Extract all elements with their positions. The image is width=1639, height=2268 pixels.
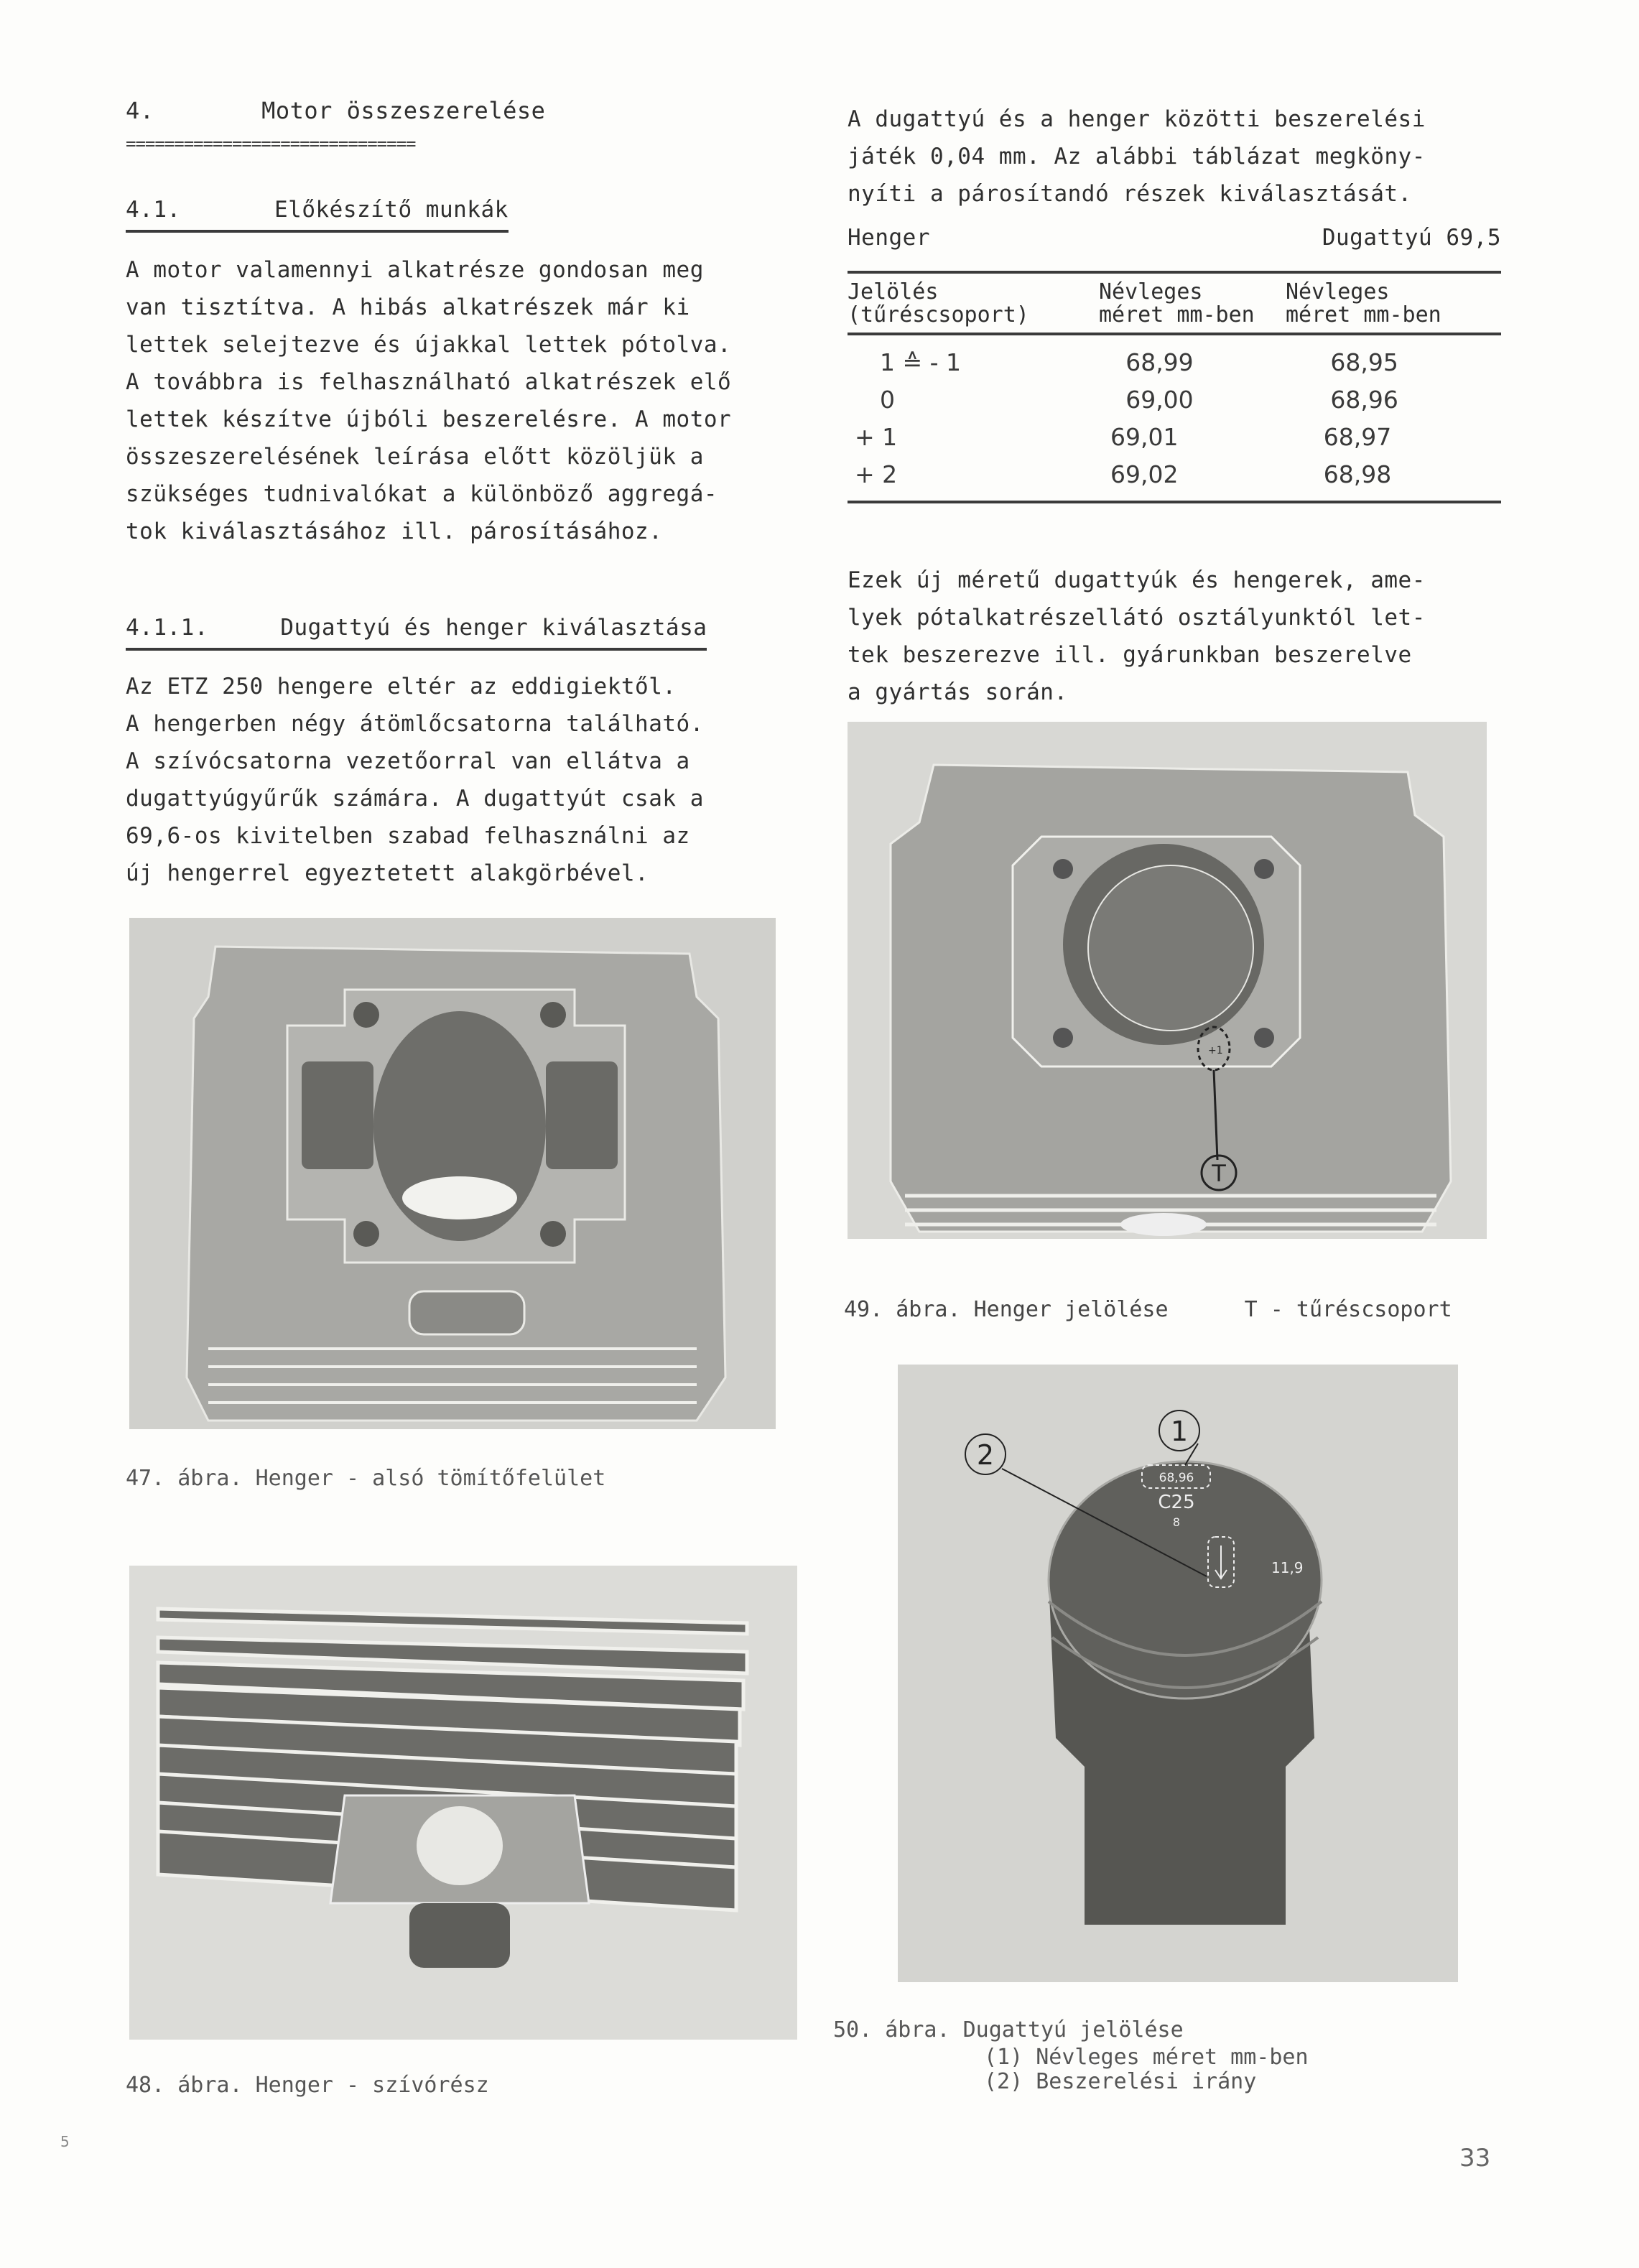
piston-size-stamp: 68,96: [1159, 1471, 1194, 1485]
right-paragraph: [848, 101, 1426, 213]
figure-47-caption: 47. ábra. Henger - alsó tömítőfelület: [126, 1466, 606, 1491]
figure-49-caption: [844, 1296, 1452, 1324]
header-mark: Jelölés (tűréscsoport): [848, 279, 1029, 327]
figure-50-caption: 50. ábra. Dugattyú jelölése: [833, 2017, 1184, 2042]
section-title: Előkészítő munkák: [274, 197, 509, 223]
table-header: [848, 274, 1501, 333]
svg-text:2: 2: [976, 1439, 995, 1471]
piston-illustration: [898, 1365, 1458, 1982]
figure-50-photo: [898, 1365, 1458, 1982]
fit-table: [848, 219, 1501, 503]
subsection-title: Dugattyú és henger kiválasztása: [280, 615, 707, 641]
piston-small-stamp: 8: [1172, 1515, 1181, 1529]
callout-2: [965, 1434, 1006, 1474]
table-body: [848, 335, 1501, 501]
text-line: A dugattyú és a henger közötti beszerelési: [848, 106, 1426, 132]
figure-48-caption: 48. ábra. Henger - szívórész: [126, 2073, 489, 2098]
figure-49-caption-right: T - tűréscsoport: [1244, 1297, 1452, 1322]
subsection-number: 4.1.1.: [126, 615, 208, 641]
cylinder-intake-illustration: [129, 1566, 797, 2040]
table-labels: [848, 219, 1501, 256]
header-cylinder: Névleges méret mm-ben: [1099, 279, 1255, 327]
text-line: lettek selejtezve és újakkal lettek pótolva.: [126, 332, 732, 358]
header-piston: Névleges méret mm-ben: [1286, 279, 1441, 327]
svg-text:1: 1: [1170, 1416, 1189, 1447]
figure-50-legend-1: (1) Névleges méret mm-ben: [984, 2045, 1309, 2070]
figure-48-photo: [129, 1566, 797, 2040]
text-line: összeszerelésének leírása előtt közöljük a: [126, 444, 704, 470]
figure-50-legend-2: (2) Beszerelési irány: [984, 2069, 1257, 2094]
text-line: lettek készítve újbóli beszerelésre. A motor: [126, 406, 732, 432]
piston-weight-stamp: 11,9: [1271, 1559, 1304, 1576]
chapter-title: Motor összeszerelése: [261, 97, 546, 124]
text-line: A szívócsatorna vezetőorral van ellátva a: [126, 748, 690, 774]
text-line: Ezek új méretű dugattyúk és hengerek, ame-: [848, 567, 1426, 593]
text-line: játék 0,04 mm. Az alábbi táblázat megköny-: [848, 144, 1426, 169]
svg-text:T: T: [1212, 1160, 1226, 1187]
text-line: 69,6-os kivitelben szabad felhasználni az: [126, 823, 690, 849]
text-line: a gyártás során.: [848, 679, 1068, 705]
table-row: + 1 69,01 68,97: [855, 423, 1392, 451]
cylinder-bottom-illustration: [129, 918, 776, 1429]
table-row: + 2 69,02 68,98: [855, 460, 1392, 488]
text-line: van tisztítva. A hibás alkatrészek már ki: [126, 294, 690, 320]
text-line: tok kiválasztásához ill. párosításához.: [126, 519, 663, 544]
text-line: dugattyúgyűrűk számára. A dugattyút csak a: [126, 786, 704, 812]
callout-1: [1159, 1410, 1199, 1451]
text-line: lyek pótalkatrészellátó osztályunktól let-: [848, 605, 1426, 631]
subsection-paragraph: [126, 668, 704, 892]
text-line: új hengerrel egyeztetett alakgörbével.: [126, 860, 649, 886]
after-table-paragraph: [848, 562, 1426, 711]
subsection-heading: [126, 609, 707, 651]
figure-47-photo: [129, 918, 776, 1429]
text-line: nyíti a párosítandó részek kiválasztását.: [848, 181, 1412, 207]
text-line: szükséges tudnivalókat a különböző aggregá-: [126, 481, 718, 507]
section-number: 4.1.: [126, 197, 181, 223]
table-right-label: Dugattyú 69,5: [1322, 225, 1501, 251]
intro-paragraph: [126, 251, 731, 550]
table-left-label: Henger: [848, 225, 930, 251]
piston-code-stamp: C25: [1158, 1492, 1195, 1513]
text-line: A motor valamennyi alkatrésze gondosan meg: [126, 257, 704, 283]
cylinder-top-illustration: [848, 722, 1487, 1239]
table-row: 0 69,00 68,96: [880, 386, 1398, 414]
section-heading: [126, 191, 509, 233]
text-line: A hengerben négy átömlőcsatorna található.: [126, 711, 704, 737]
text-line: A továbbra is felhasználható alkatrészek elő: [126, 369, 732, 395]
page-number: 33: [1459, 2144, 1491, 2172]
cylinder-stamp: +1: [1208, 1045, 1223, 1056]
table-bottom-rule: [848, 501, 1501, 503]
figure-49-photo: [848, 722, 1487, 1239]
text-line: tek beszerezve ill. gyárunkban beszerelve: [848, 642, 1412, 668]
chapter-heading: [126, 92, 545, 129]
chapter-underline: ==============================: [126, 134, 416, 154]
margin-mark: 5: [60, 2133, 70, 2150]
figure-49-caption-left: 49. ábra. Henger jelölése: [844, 1297, 1169, 1322]
table-row: 1 ≙ - 1 68,99 68,95: [880, 348, 1398, 376]
text-line: Az ETZ 250 hengere eltér az eddigiektől.: [126, 674, 677, 700]
chapter-number: 4.: [126, 97, 154, 124]
